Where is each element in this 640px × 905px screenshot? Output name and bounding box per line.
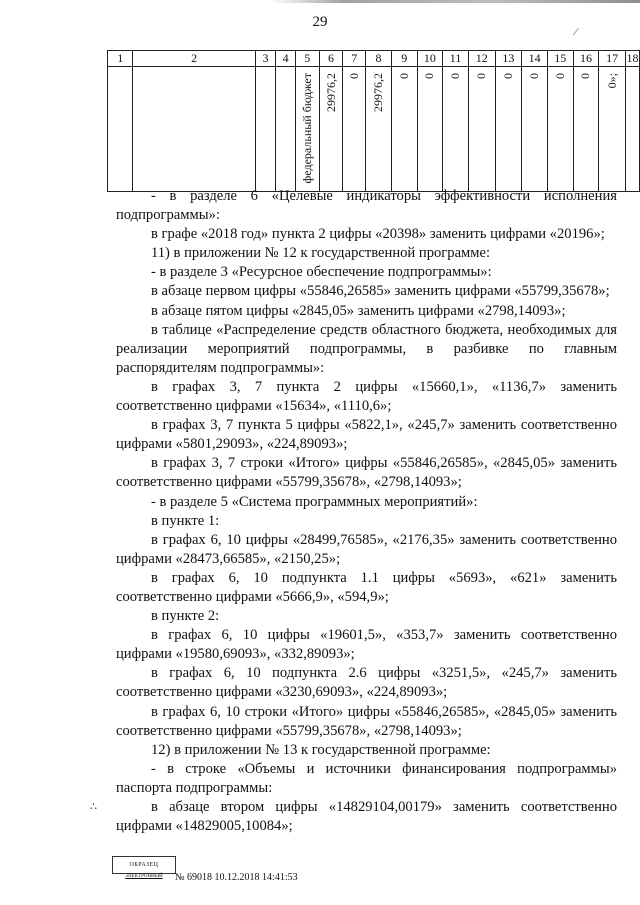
paragraph: в абзаце первом цифры «55846,26585» заменить цифрами «55799,35678»; xyxy=(151,283,610,300)
table-row xyxy=(108,67,640,192)
document-stamp: ОБРАЗЕЦ xyxy=(112,856,176,874)
table-cell xyxy=(522,67,548,192)
scan-mark: ⁄ xyxy=(575,26,577,38)
table-value: 29976,2 xyxy=(371,73,386,112)
table-cell xyxy=(495,67,522,192)
table-cell xyxy=(443,67,469,192)
paragraph: в графе «2018 год» пункта 2 цифры «20398» заменить цифрами «20196»; xyxy=(151,226,605,243)
paragraph: в графах 3, 7 пункта 5 цифры «5822,1», «245,7» заменить соответственно цифрами «5801,29093», «224,89093»; xyxy=(116,417,617,453)
table-cell xyxy=(133,67,255,192)
table-header-cell: 1 xyxy=(108,51,133,67)
paragraph: в пункте 1: xyxy=(151,512,220,529)
table-header-cell: 4 xyxy=(276,51,296,67)
paragraph: в графах 3, 7 пункта 2 цифры «15660,1», «1136,7» заменить соответственно цифрами «15634», «1110,6»; xyxy=(116,378,617,415)
table-header-cell: 2 xyxy=(133,51,255,67)
paragraph: в абзаце пятом цифры «2845,05» заменить цифрами «2798,14093»; xyxy=(151,302,566,319)
table-value: 0 xyxy=(578,73,593,79)
table-value: 0 xyxy=(346,73,361,79)
page-number: 29 xyxy=(312,14,328,30)
table-header-cell: 9 xyxy=(391,51,417,67)
paragraph: - в разделе 3 «Ресурсное обеспечение подпрограммы»: xyxy=(151,264,492,281)
table-header-cell: 5 xyxy=(295,51,319,67)
table-header-cell: 16 xyxy=(573,51,599,67)
table-header-cell: 15 xyxy=(547,51,573,67)
table-cell xyxy=(319,67,343,192)
scan-edge-line xyxy=(270,0,640,3)
paragraph: в графах 6, 10 подпункта 1.1 цифры «5693», «621» заменить соответственно цифрами «5666,9», «594,9»; xyxy=(116,569,617,605)
table-cell xyxy=(391,67,417,192)
table-cell xyxy=(366,67,392,192)
table-header-cell: 7 xyxy=(343,51,366,67)
budget-table xyxy=(107,50,640,192)
table-header-cell: 3 xyxy=(255,51,276,67)
table-value: 0 xyxy=(552,73,567,79)
table-cell xyxy=(573,67,599,192)
paragraph: - в строке «Объемы и источники финансирования подпрограммы» паспорта подпрограммы: xyxy=(116,760,617,796)
table-value: 0 xyxy=(500,73,515,79)
paragraph: в пункте 2: xyxy=(151,608,220,625)
table-cell xyxy=(276,67,296,192)
scan-mark: ∴ xyxy=(90,801,97,813)
table-header-cell: 17 xyxy=(599,51,626,67)
table-header-cell: 13 xyxy=(495,51,522,67)
paragraph: в графах 6, 10 цифры «28499,76585», «2176,35» заменить соответственно цифрами «28473,66585», «2150,25»; xyxy=(116,531,617,567)
paragraph: в абзаце втором цифры «14829104,00179» заменить соответственно цифрами «14829005,10084»; xyxy=(116,799,617,835)
table-header-cell: 14 xyxy=(522,51,548,67)
table-value: 29976,2 xyxy=(323,73,338,112)
table-value: 0 xyxy=(474,73,489,79)
table-cell xyxy=(599,67,626,192)
table-cell xyxy=(468,67,495,192)
table-header-cell: 18 xyxy=(626,51,639,65)
table-value: 0 xyxy=(422,73,437,79)
table-cell xyxy=(255,67,276,192)
table-cell xyxy=(343,67,366,192)
table-value: 0 xyxy=(448,73,463,79)
paragraph: - в разделе 6 «Целевые индикаторы эффективности исполнения подпрограммы»: xyxy=(116,188,617,224)
table-header-cell: 10 xyxy=(417,51,443,67)
paragraph: 11) в приложении № 12 к государственной программе: xyxy=(151,245,491,262)
document-registration-footer: № 69018 10.12.2018 14:41:53 xyxy=(175,872,298,883)
table-header-cell: 8 xyxy=(366,51,392,67)
paragraph: - в разделе 5 «Система программных мероприятий»: xyxy=(151,493,478,510)
paragraph: в графах 6, 10 строки «Итого» цифры «55846,26585», «2845,05» заменить соответственно цифрами «55799,35678», «2798,14093»; xyxy=(116,703,617,739)
document-body xyxy=(116,187,617,836)
table-header-cell: 11 xyxy=(443,51,469,67)
paragraph: в графах 6, 10 цифры «19601,5», «353,7» заменить соответственно цифрами «19580,69093», «332,89093»; xyxy=(116,627,617,663)
table-value: 0»; xyxy=(604,73,619,89)
document-stamp-caption: ЭЛЕКТРОННЫЙ xyxy=(125,874,163,879)
table-cell xyxy=(417,67,443,192)
table-header-cell: 12 xyxy=(468,51,495,67)
paragraph: в графах 3, 7 строки «Итого» цифры «55846,26585», «2845,05» заменить соответственно цифрами «55799,35678», «2798,14093»; xyxy=(116,455,617,491)
paragraph: 12) в приложении № 13 к государственной программе: xyxy=(151,741,491,758)
table-value: 0 xyxy=(396,73,411,79)
table-header-cell: 6 xyxy=(319,51,343,67)
funding-source-label: федеральный бюджет xyxy=(299,73,314,184)
paragraph: в графах 6, 10 подпункта 2.6 цифры «3251,5», «245,7» заменить соответственно цифрами «3230,69093», «224,89093»; xyxy=(116,665,617,701)
table-cell xyxy=(108,67,133,192)
table-value: 0 xyxy=(527,73,542,79)
table-cell xyxy=(625,67,639,192)
table-cell xyxy=(547,67,573,192)
paragraph: в таблице «Распределение средств областного бюджета, необходимых для реализации мероприятий подпрограммы, в разбивке по главным распорядителям подпрограммы»: xyxy=(116,321,617,376)
table-cell xyxy=(295,67,319,192)
table-header-row xyxy=(108,51,640,67)
